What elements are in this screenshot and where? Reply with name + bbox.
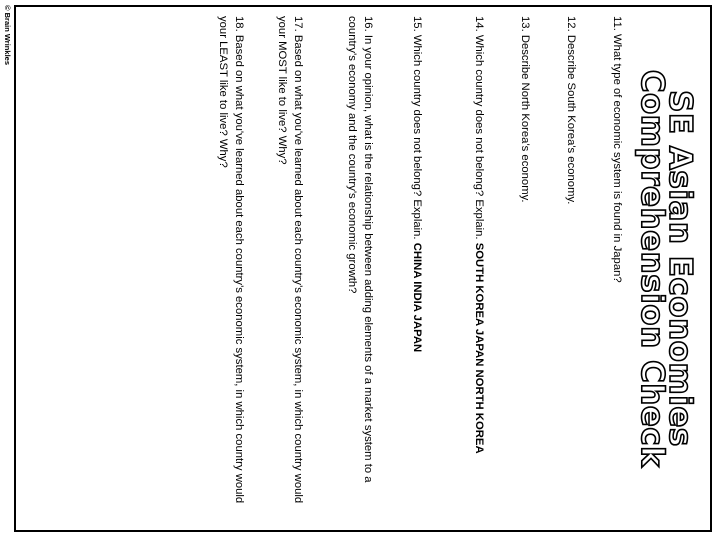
question-15 [409,16,425,516]
question-18 [215,16,246,516]
question-12-text: 12. Describe South Korea's economy. [565,16,577,205]
question-14 [471,16,487,516]
question-12 [563,16,579,516]
question-14-options: SOUTH KOREA JAPAN NORTH KOREA [473,242,485,454]
question-11-text: 11. What type of economic system is found in Japan? [611,16,623,283]
worksheet-content [14,5,712,532]
title-line-1: SE Asian Economies [662,90,698,447]
copyright-text: © Brain Wrinkles [3,5,12,65]
worksheet-title [634,5,698,532]
question-13-text: 13. Describe North Korea's economy. [519,16,531,203]
question-17-text: 17. Based on what you've learned about each country's economic system, in which country would your MOST like to live? Why? [276,16,304,504]
question-17 [274,16,305,516]
question-16-text: 16. In your opinion, what is the relationship between adding elements of a market system to a country's economy and the country's economic growth? [346,16,374,483]
question-15-text: 15. Which country does not belong? Explain. [411,16,423,240]
question-18-text: 18. Based on what you've learned about each country's economic system, in which country would your LEAST like to live? Why? [217,16,245,504]
question-14-text: 14. Which country does not belong? Explain. [473,16,485,240]
question-13 [517,16,533,516]
question-16 [344,16,375,516]
question-15-options: CHINA INDIA JAPAN [411,242,423,353]
question-11 [609,16,625,516]
title-line-2: Comprehension Check [634,69,670,468]
